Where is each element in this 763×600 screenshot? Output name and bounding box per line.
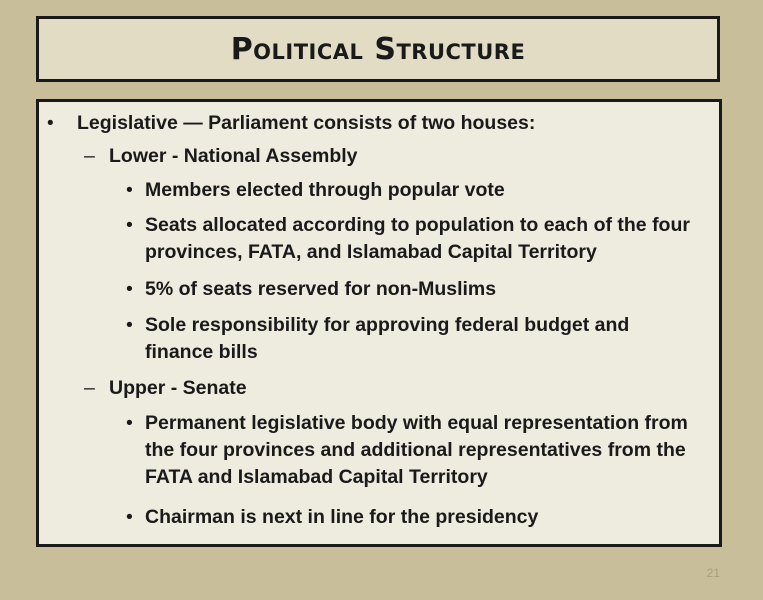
bullet-marker: • xyxy=(126,314,133,336)
bullet-text: Chairman is next in line for the presidency xyxy=(145,506,539,528)
bullet-text: Upper - Senate xyxy=(109,377,247,399)
bullet-text: Members elected through popular vote xyxy=(145,179,505,201)
slide-title: Political Structure xyxy=(230,31,526,67)
bullet-marker: • xyxy=(126,214,133,236)
bullet-text: Seats allocated according to population to each of the four provinces, FATA, and Islamabad Capital Territory xyxy=(145,214,690,263)
bullet-text: Legislative — Parliament consists of two houses: xyxy=(77,112,536,134)
dash-marker: – xyxy=(84,145,95,167)
bullet-legislative xyxy=(47,110,697,137)
item-seats-reserved xyxy=(126,276,695,303)
title-box xyxy=(36,16,720,82)
bullet-marker: • xyxy=(126,278,133,300)
bullet-text: Permanent legislative body with equal representation from the four provinces and additional representatives from the FATA and Islamabad Capital Territory xyxy=(145,412,688,488)
subbullet-lower-house xyxy=(84,143,689,170)
dash-marker: – xyxy=(84,377,95,399)
bullet-marker: • xyxy=(47,113,54,134)
bullet-marker: • xyxy=(126,506,133,528)
bullet-text: Sole responsibility for approving federal budget and finance bills xyxy=(145,314,630,363)
bullet-text: 5% of seats reserved for non-Muslims xyxy=(145,278,497,300)
page-number: 21 xyxy=(706,566,720,580)
item-permanent-body xyxy=(126,410,705,491)
item-sole-responsibility xyxy=(126,312,695,366)
content-box xyxy=(36,99,722,547)
bullet-text: Lower - National Assembly xyxy=(109,145,358,167)
item-chairman xyxy=(126,504,695,531)
subbullet-upper-house xyxy=(84,375,689,402)
item-seats-allocated xyxy=(126,212,695,266)
bullet-marker: • xyxy=(126,179,133,201)
item-members-elected xyxy=(126,177,695,204)
bullet-marker: • xyxy=(126,412,133,434)
